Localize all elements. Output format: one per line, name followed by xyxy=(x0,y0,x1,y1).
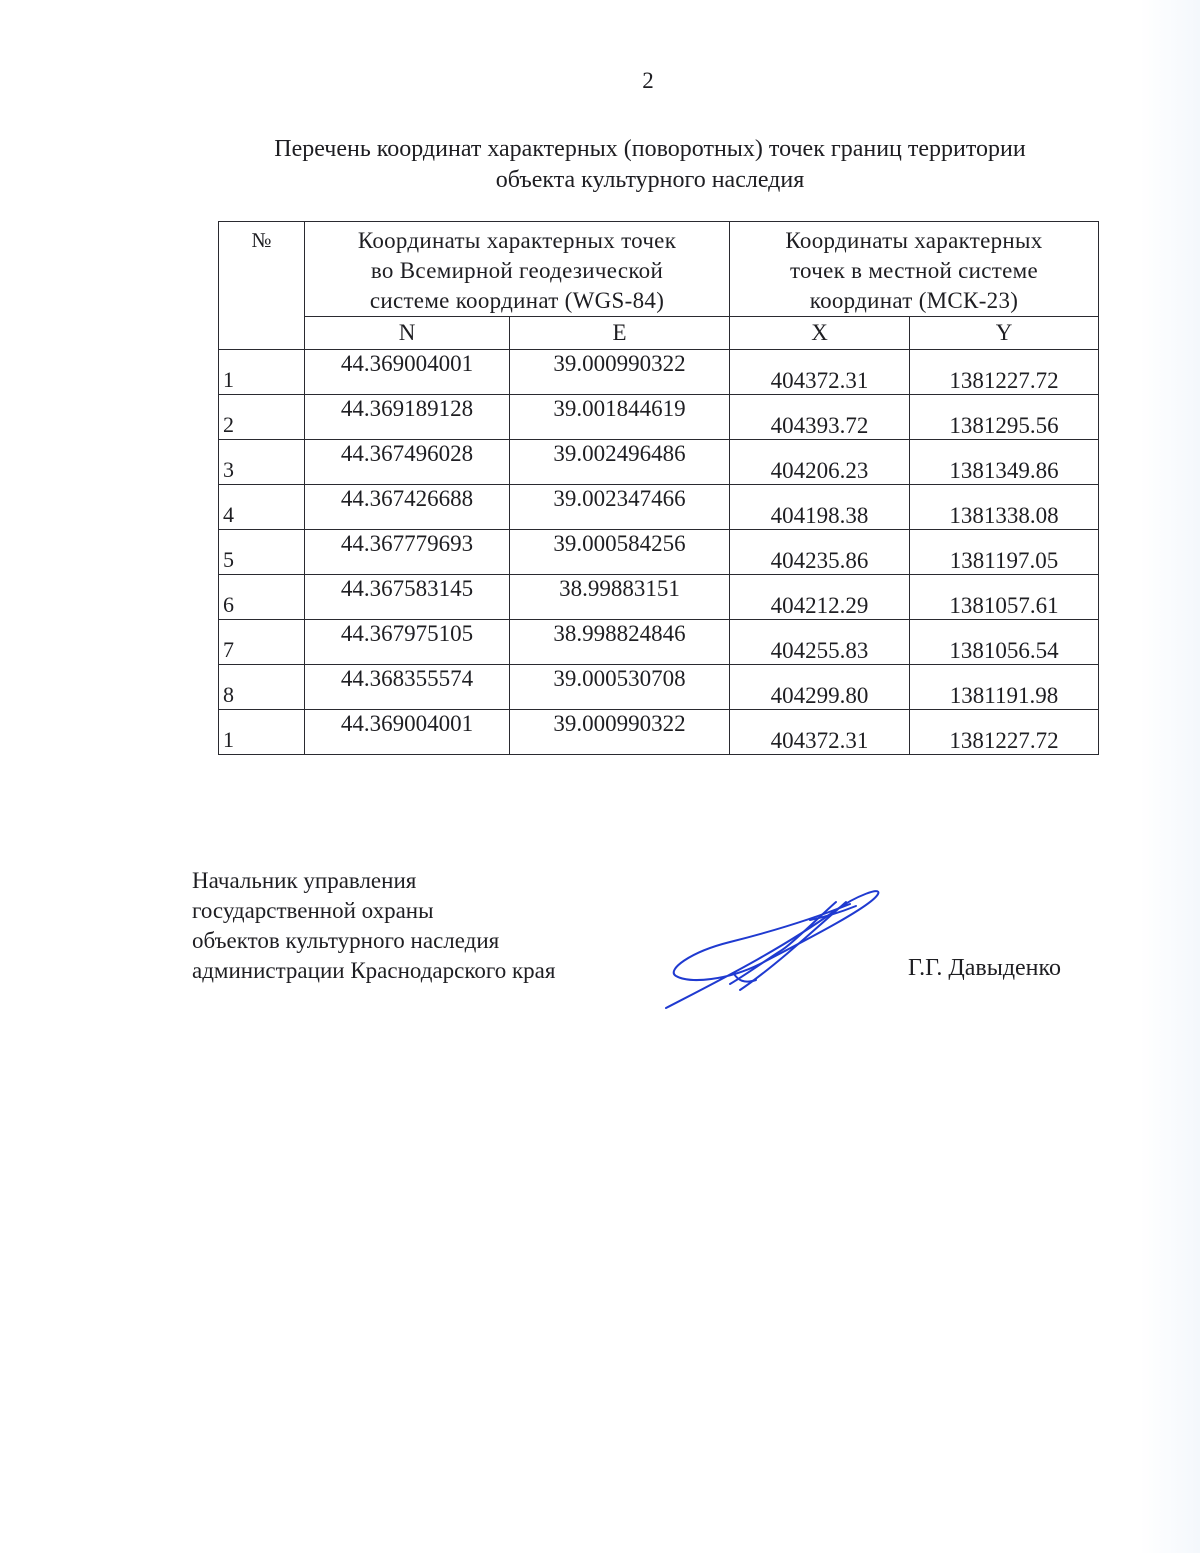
coord-n-cell-value: 44.367975105 xyxy=(340,621,474,646)
coord-y-cell xyxy=(910,530,1099,575)
coord-n-cell-value: 44.368355574 xyxy=(340,666,474,691)
coord-e-cell-value: 38.99883151 xyxy=(559,576,680,601)
table-row xyxy=(219,620,1099,665)
header-wgs-line-3: системе координат (WGS-84) xyxy=(369,288,665,313)
header-e: E xyxy=(510,317,730,350)
header-wgs-group xyxy=(305,222,730,317)
table-row xyxy=(219,395,1099,440)
header-y: Y xyxy=(910,317,1099,350)
signature-block xyxy=(192,866,555,986)
title-line-2: объекта культурного наследия xyxy=(495,167,805,193)
coord-y-cell-value: 1381349.86 xyxy=(949,458,1059,483)
coord-e-cell xyxy=(510,530,730,575)
coord-n-cell-value: 44.369189128 xyxy=(340,396,474,421)
coord-x-cell xyxy=(730,485,910,530)
coord-x-cell xyxy=(730,530,910,575)
signer-position-line-4: администрации Краснодарского края xyxy=(192,958,556,983)
coord-x-cell xyxy=(730,710,910,755)
subheader-row xyxy=(219,317,1099,350)
header-msk-group xyxy=(730,222,1099,317)
coord-y-cell xyxy=(910,665,1099,710)
header-x: X xyxy=(730,317,910,350)
coord-x-cell xyxy=(730,665,910,710)
scan-edge-tint xyxy=(1140,0,1200,1553)
coord-n-cell xyxy=(305,485,510,530)
coord-y-cell xyxy=(910,620,1099,665)
row-number-cell xyxy=(219,350,305,395)
coord-e-cell-value: 39.000584256 xyxy=(553,531,686,556)
coord-n-cell-value: 44.367583145 xyxy=(340,576,474,601)
row-number-cell-value: 7 xyxy=(223,637,234,662)
coord-x-cell-value: 404198.38 xyxy=(770,503,869,528)
coord-y-cell-value: 1381227.72 xyxy=(949,728,1059,753)
signer-name: Г.Г. Давыденко xyxy=(908,955,1061,981)
handwritten-signature-icon xyxy=(660,880,890,1020)
page-number: 2 xyxy=(642,68,654,93)
header-number: № xyxy=(219,222,305,350)
header-row xyxy=(219,222,1099,317)
coord-y-cell xyxy=(910,395,1099,440)
coord-x-cell-value: 404206.23 xyxy=(770,458,869,483)
coord-y-cell-value: 1381295.56 xyxy=(949,413,1059,438)
coord-n-cell xyxy=(305,575,510,620)
coord-e-cell xyxy=(510,350,730,395)
coord-x-cell-value: 404212.29 xyxy=(770,593,869,618)
coord-e-cell-value: 39.002496486 xyxy=(553,441,686,466)
row-number-cell-value: 1 xyxy=(223,367,234,392)
coord-x-cell-value: 404393.72 xyxy=(770,413,869,438)
table-body xyxy=(219,222,1099,755)
coord-e-cell xyxy=(510,395,730,440)
coord-n-cell-value: 44.367496028 xyxy=(340,441,474,466)
header-msk-line-2: точек в местной системе xyxy=(789,258,1039,283)
coord-n-cell-value: 44.369004001 xyxy=(340,351,474,376)
table-row xyxy=(219,530,1099,575)
header-msk-line-1: Координаты характерных xyxy=(785,228,1043,253)
coord-x-cell-value: 404372.31 xyxy=(770,368,869,393)
header-wgs-line-1: Координаты характерных точек xyxy=(357,228,677,253)
row-number-cell-value: 2 xyxy=(223,412,234,437)
coord-n-cell xyxy=(305,620,510,665)
coord-n-cell-value: 44.367426688 xyxy=(340,486,474,511)
coord-e-cell xyxy=(510,440,730,485)
row-number-cell-value: 6 xyxy=(223,592,234,617)
row-number-cell-value: 8 xyxy=(223,682,234,707)
table-row xyxy=(219,485,1099,530)
coord-x-cell xyxy=(730,440,910,485)
coord-y-cell xyxy=(910,440,1099,485)
coord-y-cell xyxy=(910,575,1099,620)
coord-e-cell-value: 39.002347466 xyxy=(553,486,686,511)
signer-position-line-2: государственной охраны xyxy=(192,898,434,923)
coord-e-cell xyxy=(510,485,730,530)
coord-e-cell xyxy=(510,710,730,755)
row-number-cell xyxy=(219,530,305,575)
coord-y-cell-value: 1381057.61 xyxy=(949,593,1059,618)
row-number-cell-value: 5 xyxy=(223,547,234,572)
row-number-cell xyxy=(219,440,305,485)
coord-e-cell xyxy=(510,665,730,710)
coord-e-cell-value: 39.001844619 xyxy=(553,396,686,421)
header-n: N xyxy=(305,317,510,350)
row-number-cell xyxy=(219,395,305,440)
table-row xyxy=(219,350,1099,395)
table-row xyxy=(219,440,1099,485)
signer-position-line-1: Начальник управления xyxy=(192,868,417,893)
coord-x-cell-value: 404235.86 xyxy=(770,548,869,573)
coord-n-cell xyxy=(305,710,510,755)
coord-n-cell-value: 44.367779693 xyxy=(340,531,474,556)
coord-x-cell xyxy=(730,350,910,395)
row-number-cell-value: 3 xyxy=(223,457,234,482)
row-number-cell xyxy=(219,665,305,710)
coord-e-cell xyxy=(510,575,730,620)
coord-e-cell-value: 39.000990322 xyxy=(553,351,686,376)
coord-y-cell-value: 1381191.98 xyxy=(949,683,1059,708)
coord-n-cell xyxy=(305,395,510,440)
row-number-cell xyxy=(219,575,305,620)
coord-n-cell xyxy=(305,665,510,710)
row-number-cell xyxy=(219,710,305,755)
coord-y-cell xyxy=(910,350,1099,395)
coord-y-cell-value: 1381338.08 xyxy=(949,503,1059,528)
coord-x-cell-value: 404255.83 xyxy=(770,638,869,663)
title-line-1: Перечень координат характерных (поворотных) точек границ территории xyxy=(274,136,1026,162)
coord-x-cell-value: 404299.80 xyxy=(770,683,869,708)
coord-n-cell-value: 44.369004001 xyxy=(340,711,474,736)
coord-y-cell xyxy=(910,485,1099,530)
coord-y-cell-value: 1381197.05 xyxy=(949,548,1059,573)
coord-y-cell-value: 1381227.72 xyxy=(949,368,1059,393)
coord-y-cell-value: 1381056.54 xyxy=(949,638,1059,663)
coord-n-cell xyxy=(305,530,510,575)
coord-x-cell xyxy=(730,620,910,665)
coord-e-cell-value: 38.998824846 xyxy=(553,621,686,646)
row-number-cell xyxy=(219,620,305,665)
coord-x-cell-value: 404372.31 xyxy=(770,728,869,753)
row-number-cell-value: 1 xyxy=(223,727,234,752)
header-msk-line-3: координат (МСК-23) xyxy=(809,288,1019,313)
row-number-cell-value: 4 xyxy=(223,502,234,527)
coord-n-cell xyxy=(305,440,510,485)
coord-x-cell xyxy=(730,575,910,620)
row-number-cell xyxy=(219,485,305,530)
signer-position-line-3: объектов культурного наследия xyxy=(192,928,500,953)
table-row xyxy=(219,710,1099,755)
coord-e-cell-value: 39.000990322 xyxy=(553,711,686,736)
coord-e-cell-value: 39.000530708 xyxy=(553,666,686,691)
header-wgs-line-2: во Всемирной геодезической xyxy=(370,258,664,283)
coord-e-cell xyxy=(510,620,730,665)
coord-n-cell xyxy=(305,350,510,395)
document-title xyxy=(200,134,1100,196)
coordinates-table xyxy=(218,221,1099,755)
table-row xyxy=(219,575,1099,620)
coord-x-cell xyxy=(730,395,910,440)
table-row xyxy=(219,665,1099,710)
coord-y-cell xyxy=(910,710,1099,755)
